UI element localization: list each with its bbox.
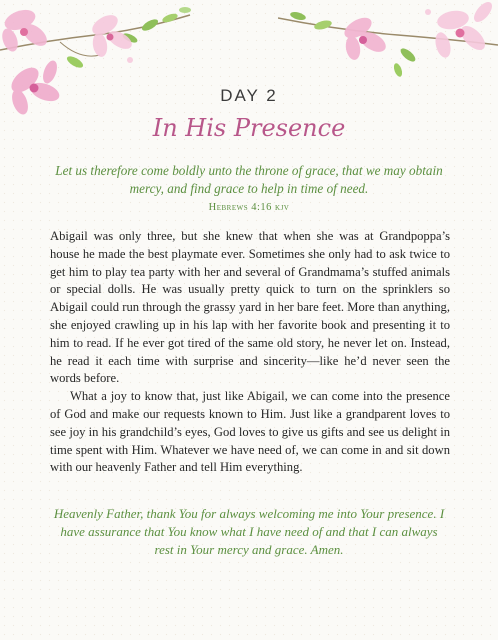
page-title: In His Presence: [152, 114, 346, 142]
floral-branch-left-icon: [0, 0, 200, 125]
day-label: DAY 2: [220, 86, 278, 105]
floral-branch-right-icon: [278, 0, 498, 95]
scripture-verse: Let us therefore come boldly unto the throne of grace, that we may obtain mercy, and find grace to help in time of need.: [55, 163, 443, 196]
scripture-reference: Hebrews 4:16 kjv: [208, 202, 290, 213]
body-paragraph: Abigail was only three, but she knew that when she was at Grandpoppa’s house he made the best playmate ever. Sometimes she only had to ask twice to get him to play tea party with her and several of Grandmama’s stuffed animals or special dolls. He was usually pretty quick to turn on the sprinklers so Abigail could run through the grassy yard in her bare feet. More than anything, she enjoyed crawling up in his lap with her favorite book and presenting it to him to read. If he ever got tired of the same old story, he never let on. Instead, he read it each time with surprise and sincerity—like he’d never seen the words before.: [50, 229, 450, 386]
closing-prayer: Heavenly Father, thank You for always welcoming me into Your presence. I have assurance that You know what I have need of and that I can always rest in Your mercy and grace. Amen.: [53, 506, 445, 557]
body-paragraph: What a joy to know that, just like Abigail, we can come into the presence of God and make our requests known to Him. Just like a grandparent loves to see joy in his grandchild’s eyes, God loves to give us gifts and see us delight in time spent with Him. Whatever we have need of, we can come in and sit down with our heavenly Father and tell Him everything.: [50, 389, 450, 475]
devotional-body: [50, 228, 450, 477]
